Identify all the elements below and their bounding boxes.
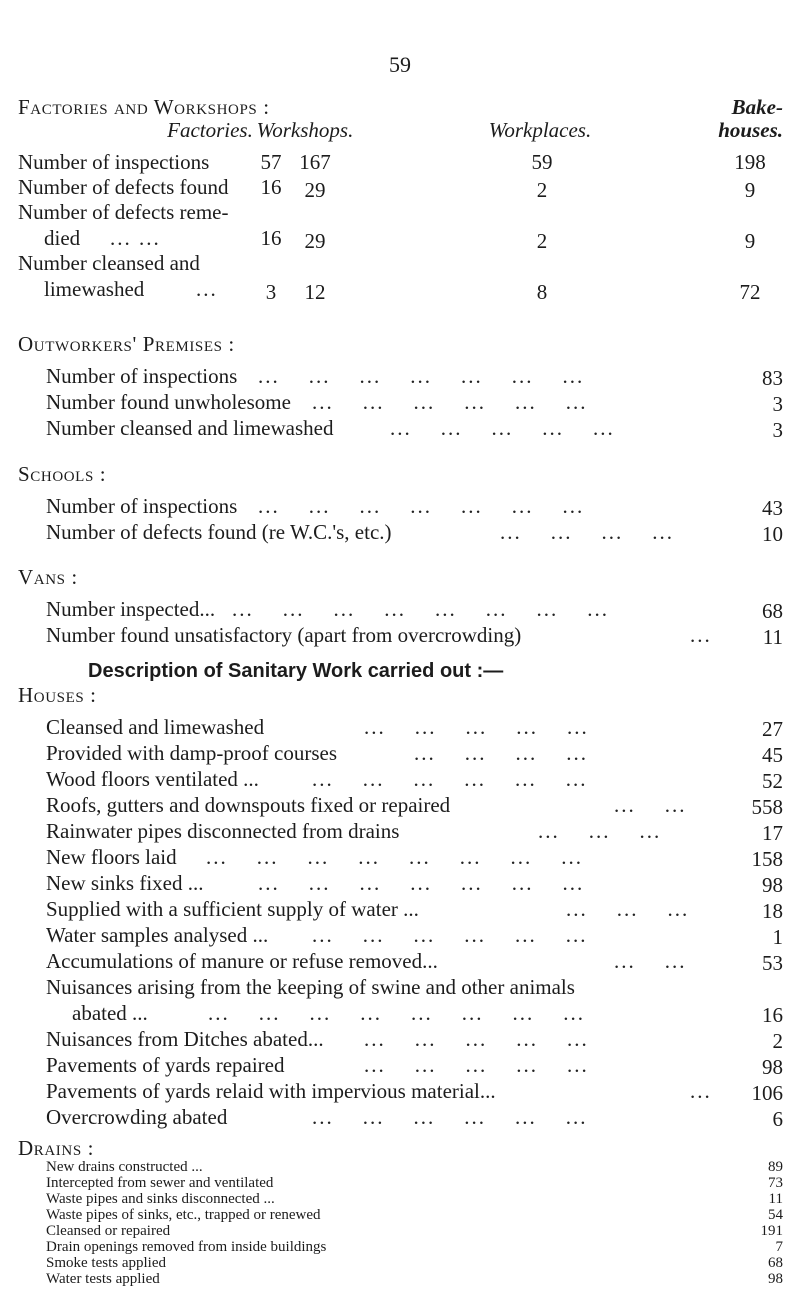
workplaces-value: 8 — [536, 280, 548, 304]
drains-row-label: Smoke tests applied — [46, 1255, 166, 1271]
houses-row-label: Water samples analysed ... — [46, 923, 269, 947]
outworkers-value: 3 — [772, 418, 783, 442]
houses-value: 558 — [751, 795, 783, 819]
drains-row-label: Intercepted from sewer and ventilated — [46, 1175, 274, 1191]
workplaces-value: 2 — [536, 229, 548, 253]
drains-row-label: Waste pipes and sinks disconnected ... — [46, 1191, 275, 1207]
factories-row-label-cont: limewashed — [44, 277, 145, 301]
workshops-value: 29 — [304, 178, 326, 202]
houses-row-label: Roofs, gutters and downspouts fixed or repaired — [46, 793, 451, 817]
schools-value: 10 — [762, 522, 783, 546]
leader-dots: ... ... ... ... ... ... — [312, 1105, 588, 1129]
houses-row-label: Accumulations of manure or refuse removed... — [46, 949, 438, 973]
houses-value: 6 — [772, 1107, 783, 1131]
houses-row-label: Rainwater pipes disconnected from drains — [46, 819, 400, 843]
workshops-value: 12 — [304, 280, 326, 304]
leader-dots: ... ... ... ... ... ... ... ... — [206, 845, 583, 869]
schools-heading: Schools : — [18, 462, 107, 486]
workplaces-value: 59 — [531, 150, 553, 174]
bakehouses-value: 9 — [744, 178, 756, 202]
leader-dots: ... ... ... ... ... ... — [312, 923, 588, 947]
factories-row-label: Number cleansed and — [18, 251, 200, 275]
drains-value: 89 — [768, 1159, 783, 1175]
bakehouses-value: 198 — [734, 150, 766, 174]
houses-value: 45 — [762, 743, 783, 767]
houses-value: 98 — [762, 1055, 783, 1079]
houses-row-label: New floors laid — [46, 845, 177, 869]
houses-value: 17 — [762, 821, 783, 845]
workshops-value: 167 — [299, 150, 331, 174]
leader-dots: ... ... ... ... ... — [390, 416, 615, 440]
vans-value: 11 — [762, 625, 783, 649]
leader-dots: ... — [690, 623, 712, 647]
page-number: 59 — [389, 52, 411, 77]
leader-dots: ... ... ... ... ... ... ... ... — [232, 597, 609, 621]
houses-value: 16 — [762, 1003, 783, 1027]
vans-row-label: Number inspected... — [46, 597, 216, 621]
drains-value: 191 — [760, 1223, 783, 1239]
schools-row-label: Number of inspections — [46, 494, 238, 518]
houses-row-label: Supplied with a sufficient supply of water ... — [46, 897, 419, 921]
leader-dots: ... ... ... ... — [500, 520, 674, 544]
drains-value: 68 — [768, 1255, 783, 1271]
col-workplaces: Workplaces. — [488, 118, 592, 142]
sanitary-work-title: Description of Sanitary Work carried out :— — [88, 660, 504, 682]
factories-value: 16 — [260, 175, 282, 199]
col-bakehouses-line1: Bake- — [731, 95, 783, 119]
factories-row-label: Number of defects found — [18, 175, 229, 199]
houses-value: 52 — [762, 769, 783, 793]
schools-row-label: Number of defects found (re W.C.'s, etc.) — [46, 520, 392, 544]
houses-value: 2 — [772, 1029, 783, 1053]
leader-dots: ... ... ... ... ... — [364, 715, 589, 739]
leader-dots: ... ... ... ... ... ... ... — [258, 871, 585, 895]
outworkers-value: 3 — [772, 392, 783, 416]
houses-row-label: Pavements of yards relaid with impervious material... — [46, 1079, 496, 1103]
factories-value: 57 — [260, 150, 282, 174]
houses-value: 158 — [751, 847, 783, 871]
drains-row-label: Waste pipes of sinks, etc., trapped or renewed — [46, 1207, 321, 1223]
leader-dots: ... ... — [614, 949, 687, 973]
houses-row-label: New sinks fixed ... — [46, 871, 204, 895]
houses-value: 98 — [762, 873, 783, 897]
drains-row-label: Cleansed or repaired — [46, 1223, 171, 1239]
workshops-value: 29 — [304, 229, 326, 253]
houses-value: 106 — [751, 1081, 783, 1105]
schools-value: 43 — [762, 496, 783, 520]
leader-dots: ... ... ... ... ... ... — [312, 390, 588, 414]
houses-value: 53 — [762, 951, 783, 975]
col-workshops: Workshops. — [256, 118, 354, 142]
leader-dots: ... — [196, 277, 218, 301]
vans-heading: Vans : — [18, 565, 78, 589]
drains-value: 54 — [768, 1207, 783, 1223]
outworkers-heading: Outworkers' Premises : — [18, 332, 235, 356]
leader-dots: ... — [690, 1079, 712, 1103]
vans-value: 68 — [762, 599, 783, 623]
vans-row-label: Number found unsatisfactory (apart from overcrowding) — [46, 623, 522, 647]
factories-row-label: Number of defects reme- — [18, 200, 229, 224]
factories-row-label: Number of inspections — [18, 150, 210, 174]
houses-row-label: Nuisances from Ditches abated... — [46, 1027, 324, 1051]
drains-value: 98 — [768, 1271, 783, 1287]
houses-row-label: Wood floors ventilated ... — [46, 767, 259, 791]
col-bakehouses-line2: houses. — [718, 118, 783, 142]
houses-row-label: Pavements of yards repaired — [46, 1053, 285, 1077]
factories-value: 3 — [265, 280, 277, 304]
drains-heading: Drains : — [18, 1136, 95, 1160]
leader-dots: ... ... ... ... ... ... ... — [258, 494, 585, 518]
leader-dots: ... ... ... ... ... — [364, 1053, 589, 1077]
drains-row-label: Drain openings removed from inside buildings — [46, 1239, 327, 1255]
houses-heading: Houses : — [18, 683, 97, 707]
workplaces-value: 2 — [536, 178, 548, 202]
houses-row-label: Provided with damp-proof courses — [46, 741, 338, 765]
outworkers-row-label: Number found unwholesome — [46, 390, 291, 414]
factories-row-label-cont: died — [44, 226, 81, 250]
leader-dots: ... ... ... ... ... ... ... — [258, 364, 585, 388]
drains-value: 11 — [768, 1191, 783, 1207]
leader-dots: ... ... ... ... — [414, 741, 588, 765]
leader-dots: ... ... ... — [566, 897, 690, 921]
leader-dots: ... ... ... ... ... — [364, 1027, 589, 1051]
houses-value: 27 — [762, 717, 783, 741]
leader-dots: ... ... — [110, 226, 161, 250]
col-factories: Factories. — [167, 118, 253, 142]
houses-row-label: Cleansed and limewashed — [46, 715, 265, 739]
factories-value: 16 — [260, 226, 282, 250]
houses-row-label-cont: abated ... — [72, 1001, 148, 1025]
houses-row-label: Overcrowding abated — [46, 1105, 228, 1129]
outworkers-row-label: Number of inspections — [46, 364, 238, 388]
drains-row-label: New drains constructed ... — [46, 1159, 203, 1175]
leader-dots: ... ... ... ... ... ... ... ... — [208, 1001, 585, 1025]
leader-dots: ... ... — [614, 793, 687, 817]
drains-value: 7 — [775, 1239, 783, 1255]
houses-row-label: Nuisances arising from the keeping of swine and other animals — [46, 975, 575, 999]
houses-value: 1 — [772, 925, 783, 949]
houses-value: 18 — [762, 899, 783, 923]
leader-dots: ... ... ... — [538, 819, 662, 843]
drains-value: 73 — [768, 1175, 783, 1191]
bakehouses-value: 9 — [744, 229, 756, 253]
outworkers-value: 83 — [762, 366, 783, 390]
drains-row-label: Water tests applied — [46, 1271, 160, 1287]
bakehouses-value: 72 — [739, 280, 761, 304]
factories-heading: Factories and Workshops : — [18, 95, 270, 119]
leader-dots: ... ... ... ... ... ... — [312, 767, 588, 791]
outworkers-row-label: Number cleansed and limewashed — [46, 416, 334, 440]
